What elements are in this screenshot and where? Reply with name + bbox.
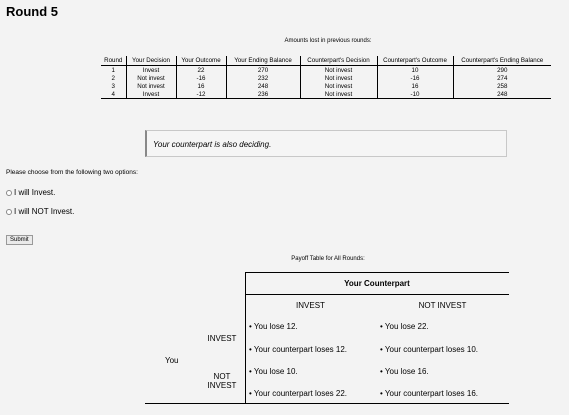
cell-invest-notinvest-counterpart: • Your counterpart loses 10. [380,345,478,354]
table-cell: 290 [453,66,551,75]
cell-invest-invest-counterpart: • Your counterpart loses 12. [249,345,347,354]
radio-not-invest[interactable] [6,209,12,215]
col-header-invest: INVEST [296,301,325,310]
table-cell: 248 [226,82,300,90]
grid-line [145,403,509,404]
col-header: Your Outcome [176,56,226,66]
cell-notinvest-invest-counterpart: • Your counterpart loses 22. [249,389,347,398]
table-cell: -16 [377,74,453,82]
option-invest[interactable] [6,188,55,197]
table-cell: 2 [111,74,115,82]
table-cell: -10 [377,90,453,99]
col-header: Round [101,56,126,66]
table-cell: Not invest [300,82,377,90]
table-cell: 22 [176,66,226,75]
cell-notinvest-notinvest-you: • You lose 16. [380,367,429,376]
table-cell: Invest [126,90,176,99]
table-cell: 16 [176,82,226,90]
table-row [101,74,551,82]
table-row [101,66,551,75]
table-cell: 236 [226,90,300,99]
row-header-not-invest: NOT INVEST [207,372,237,390]
table-row [101,82,551,90]
cell-invest-notinvest-you: • You lose 22. [380,322,429,331]
col-header: Counterpart's Outcome [377,56,453,66]
grid-line [245,272,246,404]
table-cell: 248 [453,90,551,99]
table-cell: 16 [377,82,453,90]
table-cell: Not invest [300,90,377,99]
previous-rounds-table [101,56,551,99]
radio-invest[interactable] [6,190,12,196]
col-header: Your Ending Balance [226,56,300,66]
grid-line [245,294,509,295]
cell-invest-invest-you: • You lose 12. [249,322,298,331]
table-cell: Not invest [126,74,176,82]
cell-notinvest-invest-you: • You lose 10. [249,367,298,376]
submit-button[interactable]: Submit [6,235,33,245]
table-cell: Not invest [300,74,377,82]
payoff-caption: Payoff Table for All Rounds: [291,256,365,262]
table-cell: 4 [101,90,126,99]
table-cell: -16 [176,74,226,82]
option-not-invest[interactable] [6,207,74,216]
table-cell: -12 [176,90,226,99]
table-cell: Invest [126,66,176,75]
table-cell: 1 [111,66,115,74]
col-header: Your Decision [126,56,176,66]
option-not-invest-label[interactable]: I will NOT Invest. [14,207,75,216]
row-label-you: You [165,356,179,365]
option-invest-label[interactable]: I will Invest. [14,188,56,197]
grid-line [245,272,509,273]
col-header: Counterpart's Ending Balance [453,56,551,66]
table-row [101,90,551,99]
table-cell: 3 [111,82,115,90]
table-cell: 232 [226,74,300,82]
table-cell: 274 [453,74,551,82]
status-message: Your counterpart is also deciding. [153,140,272,149]
table-cell: 10 [377,66,453,75]
table-cell: 270 [226,66,300,75]
col-header: Counterpart's Decision [300,56,377,66]
table-cell: Not invest [300,66,377,75]
table-header-row [101,56,551,66]
counterpart-header: Your Counterpart [344,279,410,288]
cell-notinvest-notinvest-counterpart: • Your counterpart loses 16. [380,389,478,398]
choice-prompt: Please choose from the following two options: [6,169,138,176]
row-header-invest: INVEST [207,334,237,343]
table-cell: Not invest [126,82,176,90]
payoff-table [145,272,509,404]
status-message-box [145,130,507,157]
page-title: Round 5 [6,4,58,19]
previous-rounds-caption: Amounts lost in previous rounds: [284,38,372,44]
col-header-not-invest: NOT INVEST [418,301,467,310]
table-cell: 258 [453,82,551,90]
